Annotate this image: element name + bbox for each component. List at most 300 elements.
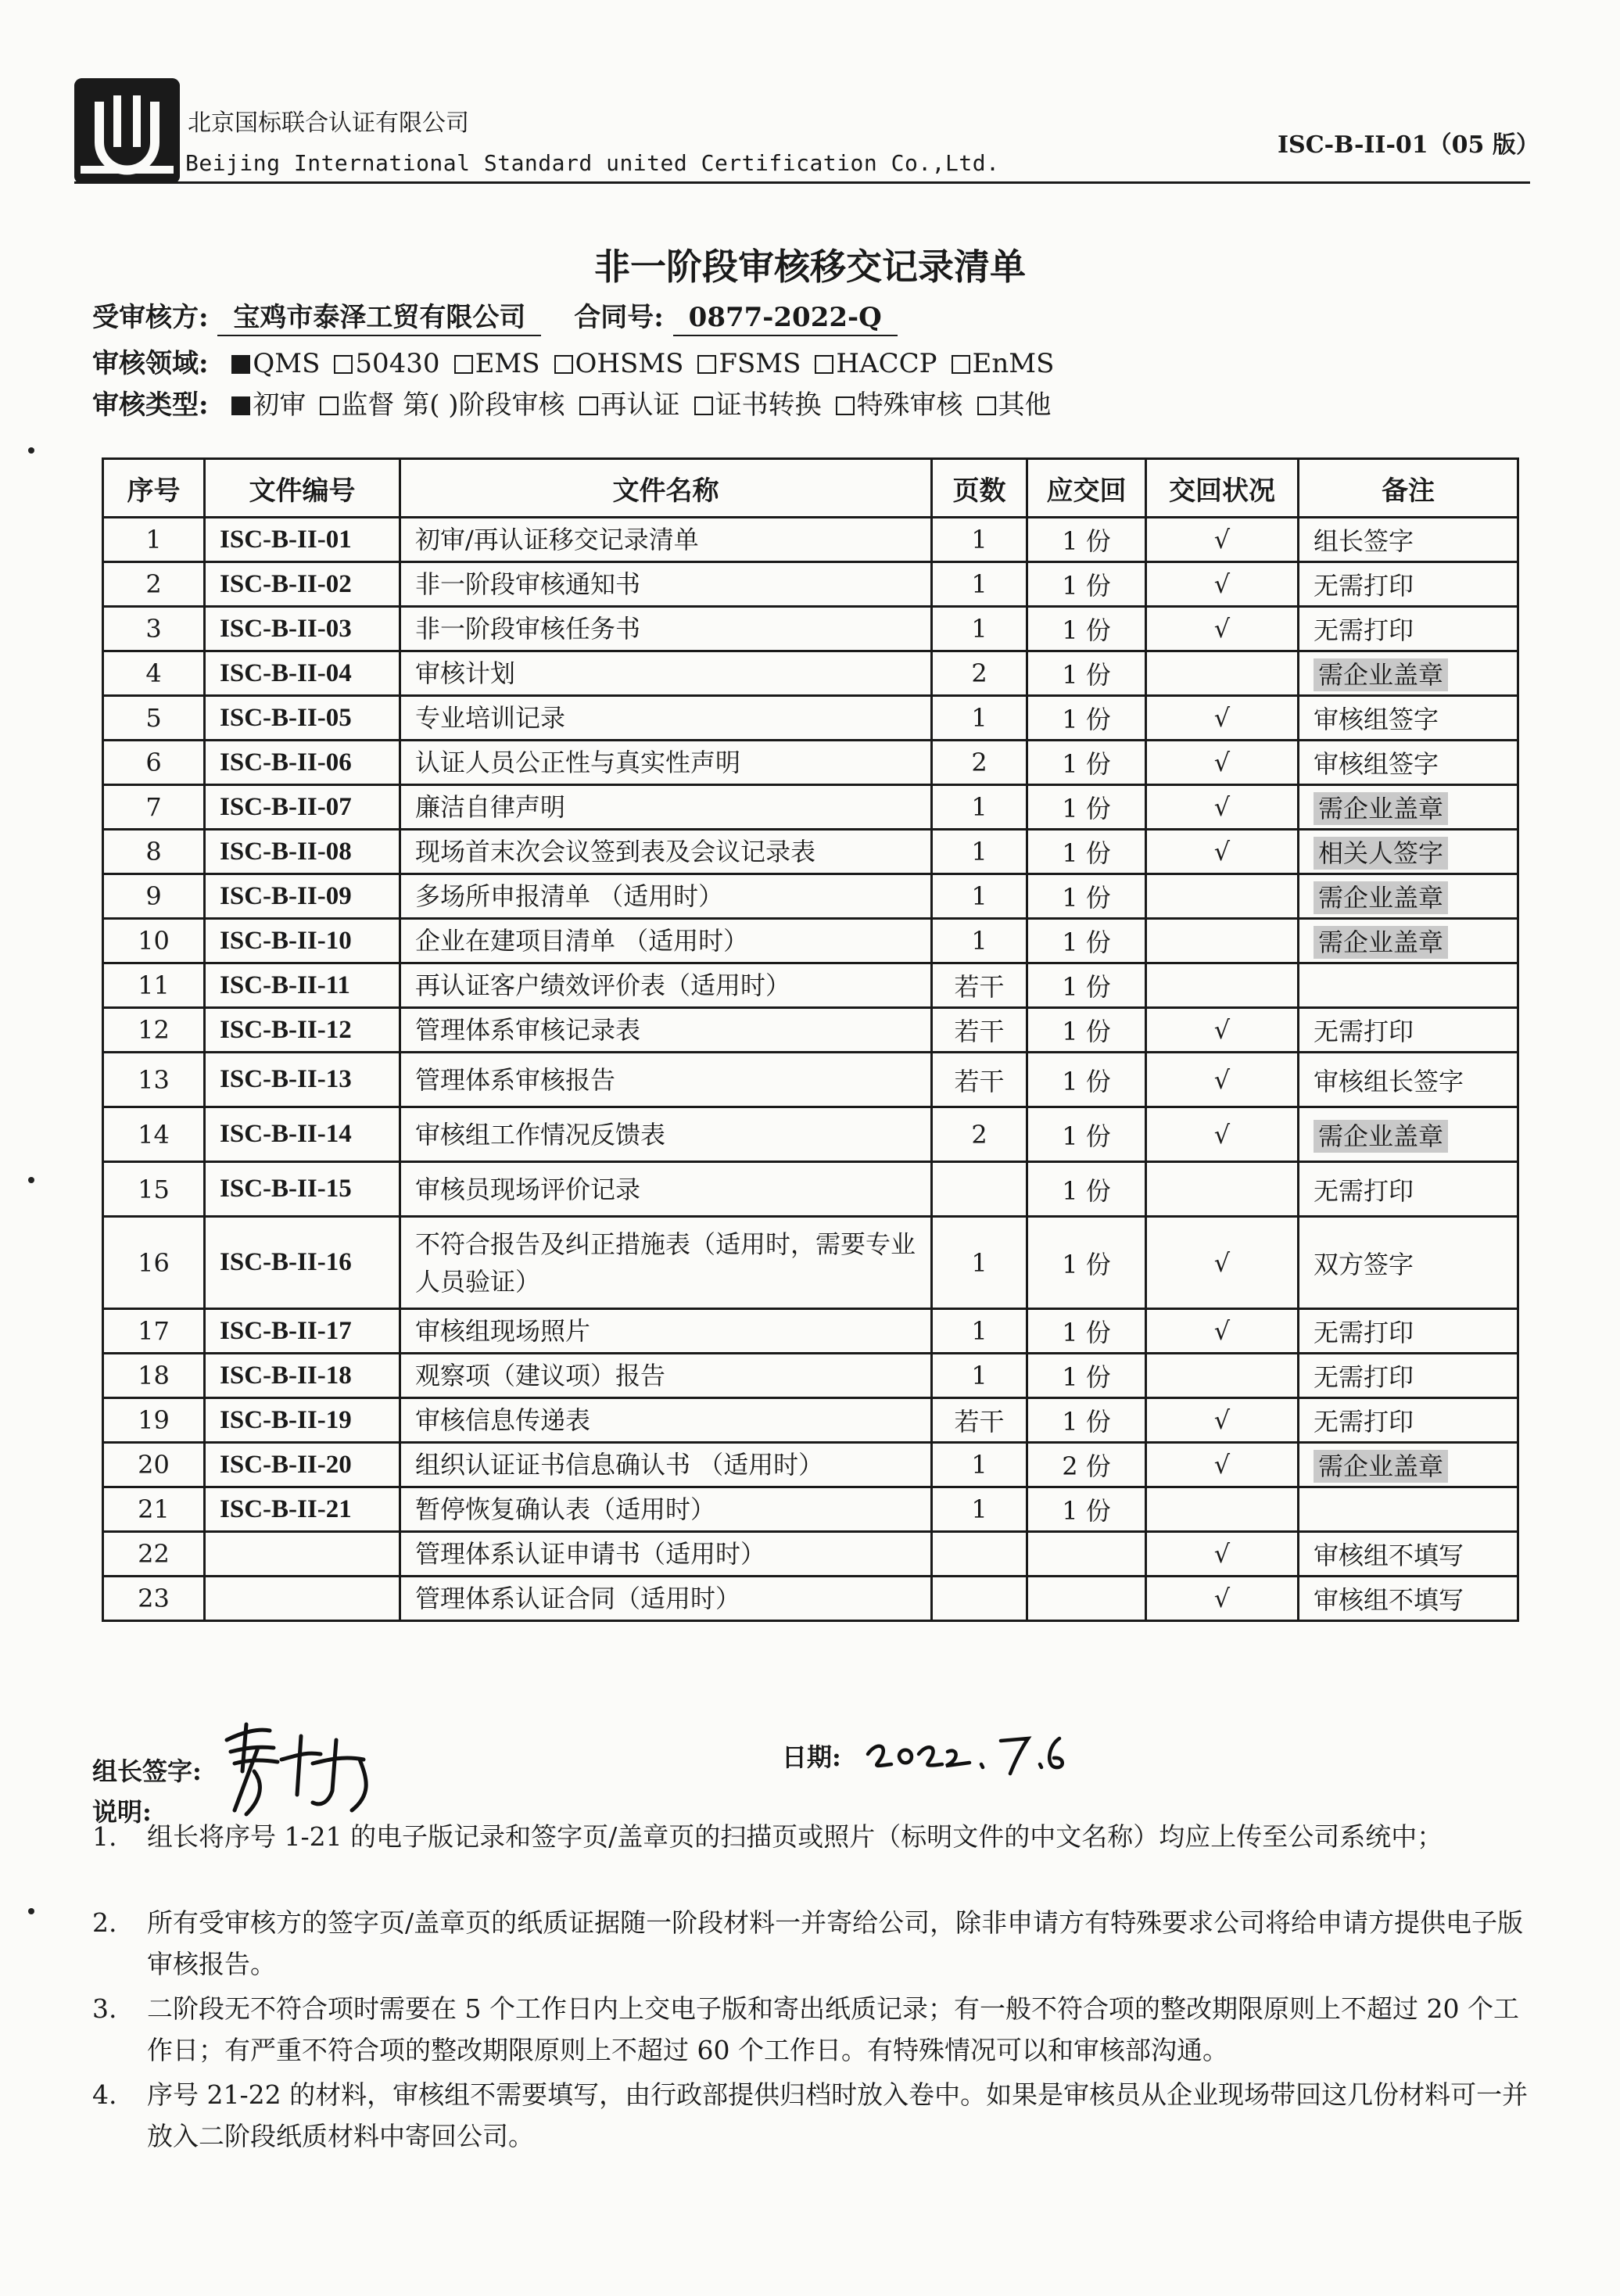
leader-signature	[211, 1717, 391, 1826]
cell-pages	[932, 1577, 1027, 1621]
cell-no	[103, 562, 205, 607]
cell-name-text: 审核组工作情况反馈表	[415, 1119, 666, 1150]
cell-status-text: √	[1213, 1450, 1231, 1480]
cell-name	[400, 919, 932, 963]
table-row	[103, 518, 1518, 562]
cell-status-text: √	[1213, 569, 1231, 599]
cell-copies	[1027, 1162, 1146, 1217]
cell-code	[205, 651, 400, 696]
checkbox-icon[interactable]	[977, 396, 996, 415]
cell-status	[1146, 696, 1299, 741]
cell-name	[400, 696, 932, 741]
cell-name	[400, 963, 932, 1008]
cell-no	[103, 518, 205, 562]
audit-field-option-label: EnMS	[972, 348, 1055, 379]
cell-status-text: √	[1213, 1539, 1231, 1569]
cell-code	[205, 1398, 400, 1443]
cell-pages	[932, 1053, 1027, 1107]
cell-pages-text: 1	[971, 525, 987, 554]
cell-no	[103, 1309, 205, 1354]
cell-code-text: ISC-B-II-11	[220, 970, 350, 999]
note-item	[92, 1816, 1539, 1857]
cell-copies-text: 1 份	[1062, 1362, 1111, 1392]
cell-name	[400, 1107, 932, 1162]
cell-no-text: 9	[145, 881, 162, 911]
cell-pages-text: 1	[971, 1450, 987, 1480]
cell-no-text: 21	[138, 1494, 170, 1524]
cell-remark-text: 无需打印	[1314, 1362, 1414, 1392]
audit-field-option[interactable]	[334, 348, 439, 379]
cell-status	[1146, 785, 1299, 830]
cell-remark-text: 无需打印	[1314, 571, 1414, 601]
company-name-en: Beijing International Standard united Certification Co.,Ltd.	[185, 150, 1000, 176]
checkbox-icon[interactable]	[454, 355, 473, 374]
cell-code-text: ISC-B-II-12	[220, 1015, 352, 1044]
cell-copies	[1027, 1354, 1146, 1398]
cell-no-text: 19	[138, 1405, 170, 1435]
cell-code	[205, 785, 400, 830]
cell-name-text: 廉洁自律声明	[415, 792, 566, 822]
cell-name-text: 观察项（建议项）报告	[415, 1361, 666, 1390]
cell-no	[103, 874, 205, 919]
cell-copies-text: 1 份	[1062, 571, 1111, 601]
cell-code-text: ISC-B-II-01	[220, 525, 352, 554]
leader-signature-label: 组长签字:	[92, 1756, 202, 1786]
note-item	[92, 1902, 1539, 1985]
checked-box-icon[interactable]	[231, 396, 250, 415]
cell-no-text: 1	[145, 525, 162, 554]
cell-status-text: √	[1213, 703, 1231, 733]
cell-status	[1146, 1162, 1299, 1217]
table-row	[103, 785, 1518, 830]
cell-pages	[932, 562, 1027, 607]
cell-remark	[1299, 741, 1518, 785]
cell-copies-text: 1 份	[1062, 1318, 1111, 1347]
cell-status	[1146, 1443, 1299, 1487]
cell-copies-text: 1 份	[1062, 1496, 1111, 1526]
note-text: 二阶段无不符合项时需要在 5 个工作日内上交电子版和寄出纸质记录；有一般不符合项的整改期限原则上不超过 20 个工作日；有严重不符合项的整改期限原则上不超过 60 个工作日。有特殊情况可以和审核部沟通。	[147, 1993, 1519, 2065]
cell-no	[103, 1532, 205, 1577]
cell-remark-text: 无需打印	[1314, 1318, 1414, 1347]
cell-name-text: 审核计划	[415, 658, 516, 688]
note-item	[92, 1988, 1539, 2071]
cell-status	[1146, 1107, 1299, 1162]
table-row	[103, 1008, 1518, 1053]
audit-type-option[interactable]	[320, 389, 564, 421]
cell-name	[400, 1162, 932, 1217]
cell-pages-text: 2	[971, 1119, 987, 1150]
cell-no-text: 5	[145, 703, 162, 733]
cell-status	[1146, 1008, 1299, 1053]
cell-copies	[1027, 1107, 1146, 1162]
note-number: 1.	[92, 1821, 117, 1852]
cell-pages	[932, 1443, 1027, 1487]
checkbox-icon[interactable]	[697, 355, 716, 374]
cell-copies	[1027, 963, 1146, 1008]
cell-status	[1146, 562, 1299, 607]
cell-copies	[1027, 830, 1146, 874]
cell-status	[1146, 830, 1299, 874]
cell-no-text: 20	[138, 1450, 170, 1480]
note-item	[92, 2074, 1539, 2157]
cell-no	[103, 1398, 205, 1443]
cell-name-text: 暂停恢复确认表（适用时）	[415, 1494, 716, 1524]
cell-no	[103, 919, 205, 963]
cell-remark-text: 组长签字	[1314, 526, 1414, 556]
cell-no-text: 6	[145, 748, 162, 777]
cell-copies-text: 1 份	[1062, 660, 1111, 690]
table-header-row	[103, 459, 1518, 518]
cell-status	[1146, 1217, 1299, 1309]
cell-code-text: ISC-B-II-15	[220, 1175, 352, 1203]
company-logo	[74, 78, 180, 184]
cell-name	[400, 651, 932, 696]
cell-code-text: ISC-B-II-02	[220, 569, 352, 598]
cell-pages	[932, 830, 1027, 874]
cell-code	[205, 874, 400, 919]
cell-code	[205, 1162, 400, 1217]
checkbox-icon[interactable]	[836, 396, 855, 415]
cell-status-text: √	[1213, 525, 1231, 554]
cell-pages	[932, 1354, 1027, 1398]
cell-name	[400, 1217, 932, 1309]
header-pages: 页数	[932, 459, 1027, 518]
cell-name-text: 管理体系认证申请书（适用时）	[415, 1539, 766, 1569]
cell-remark-text: 无需打印	[1314, 1017, 1414, 1046]
cell-name	[400, 1443, 932, 1487]
cell-no-text: 7	[145, 792, 162, 822]
cell-remark	[1299, 1008, 1518, 1053]
cell-remark	[1299, 1443, 1518, 1487]
table-row	[103, 1107, 1518, 1162]
cell-pages	[932, 1487, 1027, 1532]
cell-remark-text: 审核组不填写	[1314, 1541, 1464, 1570]
cell-code-text: ISC-B-II-06	[220, 748, 352, 777]
cell-no	[103, 1577, 205, 1621]
cell-code-text: ISC-B-II-21	[220, 1494, 352, 1523]
cell-no-text: 10	[138, 926, 170, 956]
table-row	[103, 607, 1518, 651]
cell-remark-text: 无需打印	[1314, 1175, 1414, 1206]
cell-name-text: 企业在建项目清单 （适用时）	[415, 926, 749, 956]
cell-code	[205, 1443, 400, 1487]
cell-copies	[1027, 919, 1146, 963]
cell-name	[400, 1053, 932, 1107]
cell-name-text: 审核员现场评价记录	[415, 1174, 641, 1204]
cell-status	[1146, 919, 1299, 963]
header-divider	[74, 181, 1530, 184]
cell-code	[205, 1053, 400, 1107]
cell-code-text: ISC-B-II-20	[220, 1450, 352, 1479]
cell-copies-text: 1 份	[1062, 749, 1111, 779]
cell-no	[103, 651, 205, 696]
cell-code	[205, 1309, 400, 1354]
cell-remark-text: 审核组不填写	[1314, 1585, 1464, 1615]
cell-pages-text: 1	[971, 926, 987, 956]
transfer-record-table	[102, 457, 1519, 1622]
cell-name	[400, 785, 932, 830]
cell-code	[205, 963, 400, 1008]
cell-pages-text: 1	[971, 703, 987, 733]
note-number: 3.	[92, 1993, 117, 2024]
cell-name	[400, 1309, 932, 1354]
cell-code	[205, 1354, 400, 1398]
checkbox-icon[interactable]	[694, 396, 713, 415]
cell-pages	[932, 785, 1027, 830]
audit-field-option-label: OHSMS	[575, 348, 684, 379]
cell-pages	[932, 1217, 1027, 1309]
cell-name-text: 不符合报告及纠正措施表（适用时，需要专业人员验证）	[415, 1229, 916, 1297]
cell-no	[103, 741, 205, 785]
audited-party-label: 受审核方:	[92, 302, 209, 333]
cell-pages-text: 1	[971, 1247, 987, 1278]
table-row	[103, 1053, 1518, 1107]
table-row	[103, 830, 1518, 874]
cell-pages-text: 1	[971, 569, 987, 599]
cell-remark-text: 无需打印	[1314, 615, 1414, 645]
audit-type-line	[92, 383, 1052, 422]
cell-copies-text: 1 份	[1062, 927, 1111, 957]
cell-copies	[1027, 1487, 1146, 1532]
cell-no	[103, 1008, 205, 1053]
table-row	[103, 963, 1518, 1008]
cell-status-text: √	[1213, 614, 1231, 644]
cell-status	[1146, 1532, 1299, 1577]
cell-no	[103, 1053, 205, 1107]
cell-pages	[932, 1008, 1027, 1053]
cell-code	[205, 830, 400, 874]
cell-pages	[932, 696, 1027, 741]
cell-no-text: 22	[138, 1539, 170, 1569]
audit-type-option-label: 证书转换	[715, 389, 822, 421]
cell-name-text: 非一阶段审核任务书	[415, 614, 641, 644]
cell-copies	[1027, 1053, 1146, 1107]
checkbox-icon[interactable]	[952, 355, 970, 374]
audit-field-option[interactable]	[454, 348, 540, 379]
cell-name-text: 多场所申报清单 （适用时）	[415, 881, 724, 911]
cell-name	[400, 830, 932, 874]
audit-field-option-label: HACCP	[836, 348, 937, 379]
cell-copies	[1027, 1443, 1146, 1487]
cell-copies-text: 1 份	[1062, 838, 1111, 868]
cell-no	[103, 696, 205, 741]
cell-no-text: 4	[145, 658, 162, 688]
cell-remark-text: 审核组长签字	[1314, 1066, 1464, 1096]
cell-pages	[932, 651, 1027, 696]
cell-name-text: 管理体系审核报告	[415, 1064, 616, 1095]
cell-status	[1146, 607, 1299, 651]
table-row	[103, 1309, 1518, 1354]
cell-name	[400, 1398, 932, 1443]
audit-type-option-label: 再认证	[600, 389, 680, 421]
cell-copies-text: 1 份	[1062, 526, 1111, 556]
cell-no-text: 11	[138, 970, 170, 1000]
cell-copies-text: 1 份	[1062, 1175, 1111, 1206]
cell-pages	[932, 963, 1027, 1008]
table-row	[103, 919, 1518, 963]
checkbox-icon[interactable]	[334, 355, 353, 374]
checkbox-icon[interactable]	[815, 355, 833, 374]
note-text: 序号 21-22 的材料，审核组不需要填写，由行政部提供归档时放入卷中。如果是审核员从企业现场带回这几份材料可一并放入二阶段纸质材料中寄回公司。	[147, 2079, 1529, 2151]
cell-no-text: 14	[138, 1119, 170, 1150]
cell-name-text: 组织认证证书信息确认书 （适用时）	[415, 1450, 824, 1480]
table-body	[103, 518, 1518, 1621]
cell-status-text: √	[1213, 1316, 1231, 1346]
cell-status	[1146, 741, 1299, 785]
cell-pages-text: 1	[971, 614, 987, 644]
checkbox-icon[interactable]	[554, 355, 573, 374]
table-row	[103, 562, 1518, 607]
audit-field-option[interactable]	[815, 348, 937, 379]
cell-remark	[1299, 830, 1518, 874]
cell-copies-text: 2 份	[1062, 1451, 1111, 1481]
cell-pages-text: 若干	[954, 1066, 1005, 1096]
cell-copies-text: 1 份	[1062, 1121, 1111, 1151]
cell-status-text: √	[1213, 1064, 1231, 1095]
cell-pages-text: 若干	[954, 1017, 1005, 1046]
cell-code	[205, 696, 400, 741]
cell-code	[205, 1577, 400, 1621]
cell-no-text: 17	[138, 1316, 170, 1346]
table-row	[103, 651, 1518, 696]
cell-remark-text: 需企业盖章	[1314, 1450, 1448, 1483]
cell-code	[205, 919, 400, 963]
audit-type-label: 审核类型:	[92, 389, 209, 421]
handwritten-date	[860, 1719, 1071, 1781]
cell-no	[103, 1354, 205, 1398]
cell-status-text: √	[1213, 1405, 1231, 1435]
cell-copies-text: 1 份	[1062, 1017, 1111, 1046]
cell-copies	[1027, 1577, 1146, 1621]
cell-pages-text: 2	[971, 748, 987, 777]
cell-code-text: ISC-B-II-19	[220, 1405, 352, 1434]
cell-no-text: 12	[138, 1015, 170, 1045]
cell-status	[1146, 651, 1299, 696]
note-text: 所有受审核方的签字页/盖章页的纸质证据随一阶段材料一并寄给公司，除非申请方有特殊要求公司将给申请方提供电子版审核报告。	[147, 1907, 1524, 1979]
table-row	[103, 1217, 1518, 1309]
audit-field-option[interactable]	[952, 348, 1055, 379]
cell-copies	[1027, 651, 1146, 696]
scan-speck	[28, 1177, 34, 1183]
header-remark: 备注	[1299, 459, 1518, 518]
cell-pages-text: 1	[971, 1361, 987, 1390]
cell-status	[1146, 1354, 1299, 1398]
cell-no	[103, 1487, 205, 1532]
checkbox-icon[interactable]	[320, 396, 339, 415]
cell-status	[1146, 1577, 1299, 1621]
audit-field-option-label: QMS	[253, 348, 321, 379]
cell-copies-text: 1 份	[1062, 1407, 1111, 1437]
cell-remark	[1299, 1309, 1518, 1354]
cell-no	[103, 607, 205, 651]
audit-type-option[interactable]	[231, 389, 306, 421]
cell-pages	[932, 874, 1027, 919]
cell-pages-text: 1	[971, 792, 987, 822]
cell-remark	[1299, 963, 1518, 1008]
table-row	[103, 1398, 1518, 1443]
cell-code-text: ISC-B-II-09	[220, 881, 352, 910]
audit-field-option[interactable]	[554, 348, 684, 379]
cell-name-text: 再认证客户绩效评价表（适用时）	[415, 970, 791, 1000]
cell-pages-text: 若干	[954, 972, 1005, 1002]
cell-no-text: 15	[138, 1174, 170, 1204]
cell-code	[205, 1107, 400, 1162]
audit-type-option[interactable]	[579, 389, 680, 421]
cell-remark-text: 审核组签字	[1314, 705, 1439, 734]
cell-code	[205, 1532, 400, 1577]
table-row	[103, 874, 1518, 919]
notes-title: 说明:	[92, 1797, 152, 1827]
cell-remark-text: 需企业盖章	[1314, 881, 1448, 914]
note-text: 组长将序号 1-21 的电子版记录和签字页/盖章页的扫描页或照片（标明文件的中文名称）均应上传至公司系统中；	[147, 1821, 1443, 1852]
cell-copies	[1027, 1532, 1146, 1577]
cell-no	[103, 1217, 205, 1309]
cell-remark	[1299, 607, 1518, 651]
cell-no	[103, 1162, 205, 1217]
cell-pages	[932, 919, 1027, 963]
table-row	[103, 1162, 1518, 1217]
table-row	[103, 1443, 1518, 1487]
audit-field-option[interactable]	[697, 348, 801, 379]
cell-status-text: √	[1213, 748, 1231, 777]
cell-remark	[1299, 1532, 1518, 1577]
header-status: 交回状况	[1146, 459, 1299, 518]
cell-code-text: ISC-B-II-08	[220, 837, 352, 866]
cell-copies-text: 1 份	[1062, 972, 1111, 1002]
cell-code-text: ISC-B-II-04	[220, 658, 352, 687]
cell-status	[1146, 1487, 1299, 1532]
table-row	[103, 1577, 1518, 1621]
cell-remark-text: 双方签字	[1314, 1249, 1414, 1279]
cell-copies-text: 1 份	[1062, 1066, 1111, 1096]
cell-name-text: 审核信息传递表	[415, 1405, 591, 1435]
audit-type-option[interactable]	[977, 389, 1052, 421]
cell-pages-text: 1	[971, 1316, 987, 1346]
cell-remark-text: 相关人签字	[1314, 837, 1448, 870]
cell-no	[103, 785, 205, 830]
cell-copies	[1027, 696, 1146, 741]
cell-status-text: √	[1213, 1247, 1231, 1278]
cell-name-text: 专业培训记录	[415, 703, 566, 733]
header-no: 序号	[103, 459, 205, 518]
cell-no-text: 18	[138, 1361, 170, 1390]
cell-status	[1146, 1398, 1299, 1443]
audit-field-option[interactable]	[231, 348, 320, 379]
cell-no	[103, 1443, 205, 1487]
checked-box-icon[interactable]	[231, 355, 250, 374]
cell-name	[400, 1577, 932, 1621]
cell-remark-text: 需企业盖章	[1314, 1120, 1448, 1153]
audit-type-option[interactable]	[836, 389, 963, 421]
cell-copies-text: 1 份	[1062, 705, 1111, 734]
contract-value: 0877-2022-Q	[673, 302, 898, 336]
header-name: 文件名称	[400, 459, 932, 518]
cell-remark	[1299, 1107, 1518, 1162]
cell-name	[400, 1354, 932, 1398]
cell-code	[205, 562, 400, 607]
cell-name	[400, 1008, 932, 1053]
cell-remark-text: 需企业盖章	[1314, 926, 1448, 959]
cell-no-text: 2	[145, 569, 162, 599]
cell-status-text: √	[1213, 792, 1231, 822]
checkbox-icon[interactable]	[579, 396, 598, 415]
cell-remark	[1299, 1162, 1518, 1217]
cell-no-text: 8	[145, 837, 162, 866]
cell-pages-text: 若干	[954, 1407, 1005, 1437]
audit-type-option[interactable]	[694, 389, 822, 421]
cell-name-text: 审核组现场照片	[415, 1316, 591, 1346]
cell-copies	[1027, 562, 1146, 607]
